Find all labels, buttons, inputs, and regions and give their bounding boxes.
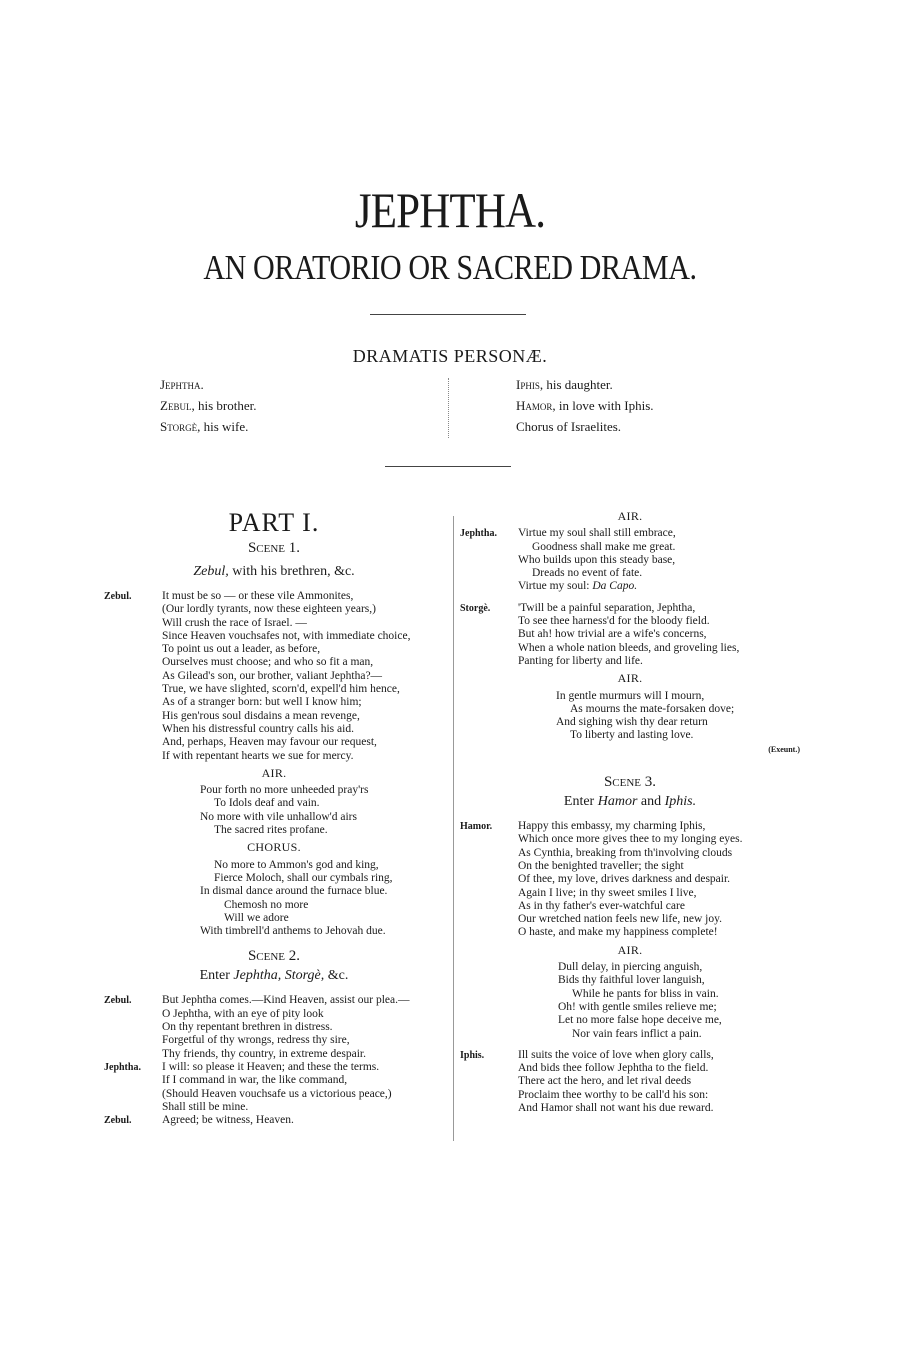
dramatis-personae-right xyxy=(516,374,654,437)
part-heading: PART I. xyxy=(228,508,320,537)
speech-lines: Agreed; be witness, Heaven. xyxy=(162,1114,294,1127)
speech-lines: But Jephtha comes.—Kind Heaven, assist our plea.— O Jephtha, with an eye of pity look On thy repentant brethren in distress. Forgetful of thy wrongs, redress thy sire, Thy friends, thy country, in extreme despair. xyxy=(162,994,410,1060)
air-heading: AIR. xyxy=(617,509,643,523)
column-separator xyxy=(453,516,454,1141)
dramatis-separator xyxy=(448,378,449,438)
chorus-heading: CHORUS. xyxy=(247,840,301,855)
exeunt-direction: (Exeunt.) xyxy=(768,744,800,754)
speaker-label: Jephtha. xyxy=(104,1061,141,1073)
speaker-label: Hamor. xyxy=(460,821,493,833)
speech-lines: Ill suits the voice of love when glory calls, And bids thee follow Jephtha to the field. There act the hero, and let rival deeds Proclaim thee worthy to be call'd his son: And Hamor shall not want his due reward. xyxy=(518,1048,714,1114)
speech-lines: 'Twill be a painful separation, Jephtha, To see thee harness'd for the bloody field. But ah! how trivial are a wife's concerns, When a whole nation bleeds, and groveling lies, Panting for liberty and life. xyxy=(518,601,740,667)
page-title: JEPHTHA. xyxy=(354,182,546,238)
speech-lines: Happy this embassy, my charming Iphis, Which once more gives thee to my longing eyes. As Cynthia, breaking from th'involving clouds On the benighted traveller; the sight Of thee, my love, drives darkness and despair. Again I live; in thy sweet smiles I live, As in thy father's ever-watchful care Our wretched nation feels new life, new joy. O haste, and make my happiness complete! xyxy=(518,820,743,939)
speech-hamor xyxy=(460,820,800,940)
air-lines: Dull delay, in piercing anguish, Bids thy faithful lover languish, While he pants for bliss in vain. Oh! with gentle smiles relieve me; Let no more false hope deceive me, Nor vain fears inflict a pain. xyxy=(558,961,722,1040)
speaker-label: Zebul. xyxy=(104,1115,132,1127)
right-column xyxy=(460,510,800,1115)
speech-zebul xyxy=(104,1114,444,1127)
divider-rule xyxy=(385,466,511,467)
scene-heading: Scene 3. xyxy=(603,774,657,791)
stage-direction: Enter Jephtha, Storgè, &c. xyxy=(199,968,349,984)
speech-iphis xyxy=(460,1049,800,1115)
da-capo: Da Capo. xyxy=(592,580,638,593)
scene-heading: Scene 1. xyxy=(247,540,301,556)
speaker-label: Iphis. xyxy=(460,1049,485,1061)
left-column xyxy=(104,508,444,1127)
character-entry: Jephtha. xyxy=(160,377,204,392)
character-entry: Zebul, his brother. xyxy=(160,398,257,413)
air-lines: In gentle murmurs will I mourn, As mourns the mate-forsaken dove; And sighing wish thy dear return To liberty and lasting love. xyxy=(556,689,735,742)
speech-zebul xyxy=(104,590,444,763)
dramatis-personae-left xyxy=(160,374,256,437)
speaker-label: Jephtha. xyxy=(460,528,497,540)
speech-lines: It must be so — or these vile Ammonites, (Our lordly tyrants, now these eighteen years,) Will crush the race of Israel. — Since Heaven vouchsafes not, with immediate choice, To point us out a leader, as before, Ourselves must choose; and who so fit a man, As Gilead's son, our brother, valiant Jephtha?— True, we have slighted, scorn'd, expell'd him hence, As of a stranger born: but well I know him; His gen'rous soul disdains a mean revenge, When his distressful country calls his aid. And, perhaps, Heaven may favour our request, If with repentant hearts we sue for mercy. xyxy=(162,590,411,762)
dramatis-personae-heading: DRAMATIS PERSONÆ. xyxy=(352,346,548,366)
air-lines: Pour forth no more unheeded pray'rs To Idols deaf and vain. No more with vile unhallow'd airs The sacred rites profane. xyxy=(200,784,369,837)
divider-rule xyxy=(370,314,526,315)
speech-storge xyxy=(460,602,800,668)
character-entry: Chorus of Israelites. xyxy=(516,419,622,434)
stage-direction: Enter Hamor and Iphis. xyxy=(563,794,697,810)
stage-direction: Zebul, with his brethren, &c. xyxy=(193,564,355,579)
air-heading: AIR. xyxy=(617,671,643,686)
character-entry: Iphis, his daughter. xyxy=(516,377,613,392)
speaker-label: Zebul. xyxy=(104,591,132,602)
air-heading: AIR. xyxy=(261,765,287,780)
speaker-label: Storgè. xyxy=(460,602,491,614)
page-subtitle: AN ORATORIO OR SACRED DRAMA. xyxy=(203,248,697,287)
character-entry: Storgè, his wife. xyxy=(160,419,249,434)
scene-heading: Scene 2. xyxy=(247,948,301,965)
air-jephtha xyxy=(460,527,800,593)
speaker-label: Zebul. xyxy=(104,995,132,1007)
air-lines: Virtue my soul shall still embrace, Goodness shall make me great. Who builds upon this steady base, Dreads no event of fate. Virtue my soul: Da Capo. xyxy=(518,527,676,593)
speech-jephtha xyxy=(104,1061,444,1114)
chorus-lines: No more to Ammon's god and king, Fierce Moloch, shall our cymbals ring, In dismal dance around the furnace blue. Chemosh no more Will we adore With timbrell'd anthems to Jehovah due. xyxy=(200,858,393,938)
speech-lines: I will: so please it Heaven; and these the terms. If I command in war, the like command, (Should Heaven vouchsafe us a victorious peace,) Shall still be mine. xyxy=(162,1060,392,1113)
character-entry: Hamor, in love with Iphis. xyxy=(516,398,654,413)
speech-zebul xyxy=(104,994,444,1060)
air-heading: AIR. xyxy=(617,942,643,957)
